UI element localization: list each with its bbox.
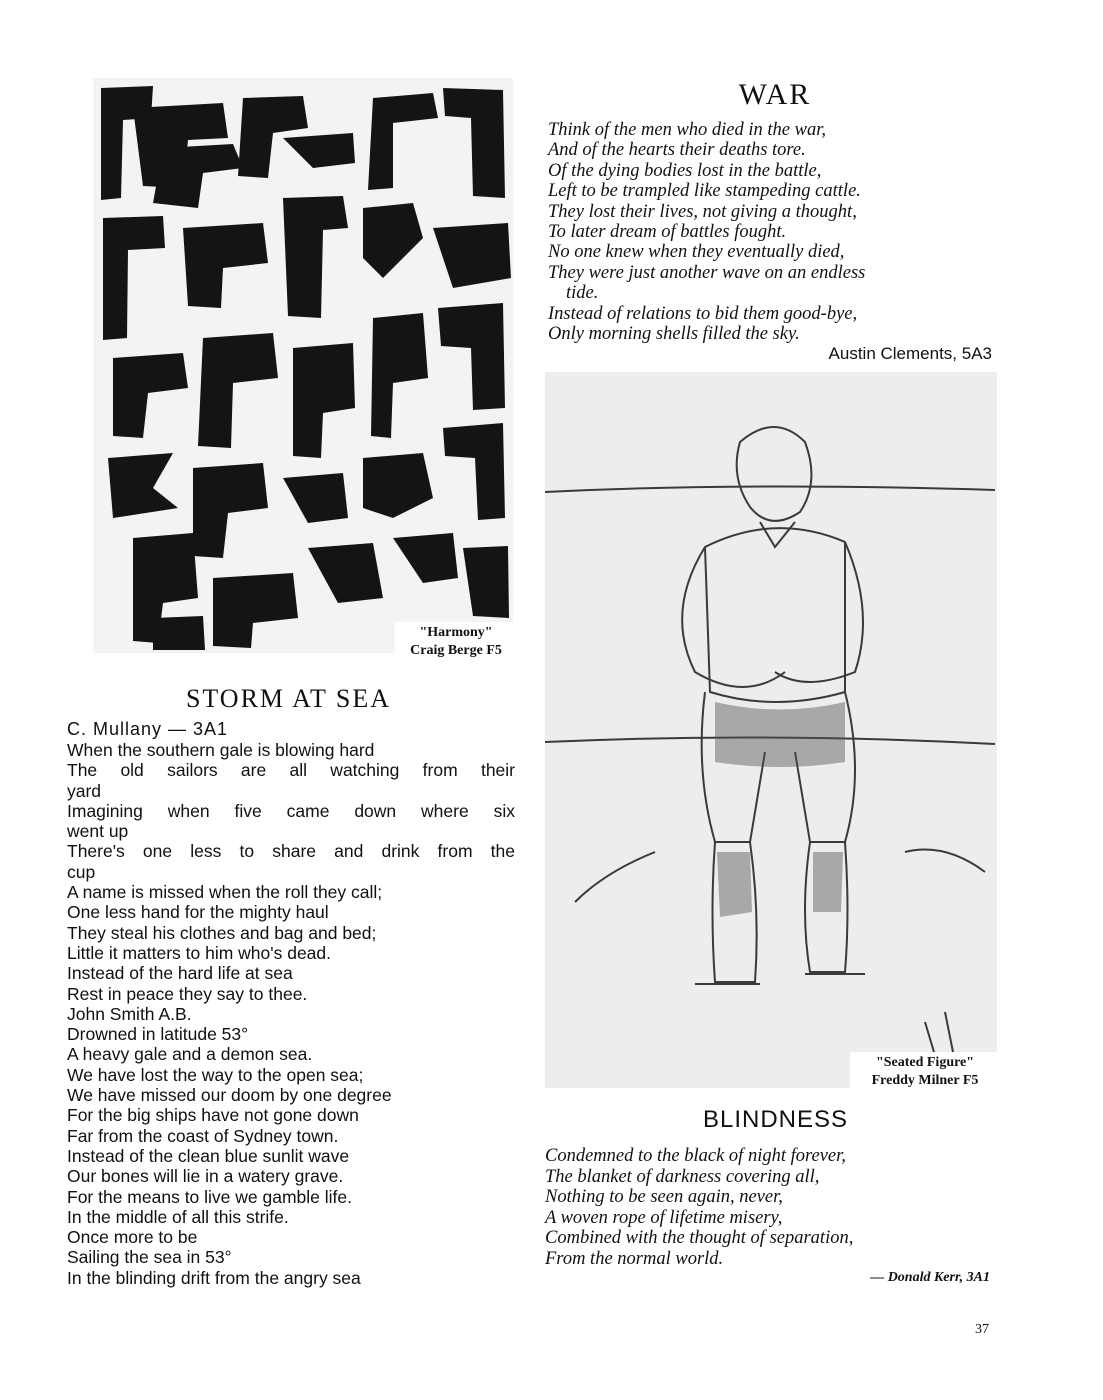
poem-line: Of the dying bodies lost in the battle, (548, 160, 822, 181)
harmony-artwork (93, 78, 513, 653)
poem-line: Little it matters to him who's dead. (67, 942, 332, 963)
war-poem (548, 120, 1000, 344)
poem-line: Far from the coast of Sydney town. (67, 1125, 339, 1146)
storm-poem (67, 740, 515, 1288)
harmony-title: "Harmony" (419, 625, 493, 640)
poem-line: To later dream of battles fought. (548, 222, 787, 243)
poem-line: Imagining when five came down where six (67, 800, 515, 821)
seated-figure-caption (850, 1052, 1000, 1092)
poem-line: Sailing the sea in 53° (67, 1247, 232, 1268)
poem-line: They steal his clothes and bag and bed; (67, 922, 377, 943)
poem-line: In the blinding drift from the angry sea (67, 1267, 361, 1288)
poem-line: Once more to be (67, 1227, 198, 1248)
poem-line: Combined with the thought of separation, (545, 1228, 854, 1249)
poem-line: For the means to live we gamble life. (67, 1186, 352, 1207)
war-author: Austin Clements, 5A3 (828, 344, 992, 363)
storm-author: C. Mullany — 3A1 (67, 719, 229, 739)
poem-line: yard (67, 780, 102, 801)
poem-line: A name is missed when the roll they call; (67, 882, 383, 903)
poem-line: Only morning shells filled the sky. (548, 324, 800, 345)
poem-line: And of the hearts their deaths tore. (548, 140, 806, 161)
seated-figure-artwork (545, 372, 997, 1088)
poem-line: A heavy gale and a demon sea. (67, 1044, 313, 1065)
poem-line: We have missed our doom by one degree (67, 1085, 392, 1106)
poem-line: One less hand for the mighty haul (67, 902, 329, 923)
poem-line: Think of the men who died in the war, (548, 120, 826, 140)
poem-line: cup (67, 861, 96, 882)
poem-line: From the normal world. (545, 1248, 724, 1269)
poem-line: They were just another wave on an endless (548, 262, 866, 283)
poem-line: Instead of the clean blue sunlit wave (67, 1145, 350, 1166)
poem-line: In the middle of all this strife. (67, 1206, 289, 1227)
poem-line: Nothing to be seen again, never, (545, 1187, 783, 1208)
poem-line: When the southern gale is blowing hard (67, 740, 375, 760)
poem-line: A woven rope of lifetime misery, (545, 1207, 783, 1228)
poem-line: Left to be trampled like stampeding cattle. (548, 181, 861, 202)
poem-line: Drowned in latitude 53° (67, 1024, 249, 1045)
poem-line: For the big ships have not gone down (67, 1105, 359, 1126)
poem-line: went up (67, 821, 129, 842)
seated-figure-artist: Freddy Milner F5 (871, 1073, 979, 1088)
poem-line: Condemned to the black of night forever, (545, 1146, 846, 1166)
seated-figure-title: "Seated Figure" (875, 1055, 975, 1070)
harmony-caption (395, 622, 517, 662)
blindness-title: BLINDNESS (702, 1106, 849, 1133)
poem-line: They lost their lives, not giving a thought, (548, 201, 857, 222)
poem-line: tide. (566, 283, 599, 304)
poem-line: The blanket of darkness covering all, (545, 1166, 820, 1187)
poem-line: Rest in peace they say to thee. (67, 983, 308, 1004)
page-number: 37 (975, 1322, 989, 1337)
poem-line: Our bones will lie in a watery grave. (67, 1166, 344, 1187)
poem-line: Instead of the hard life at sea (67, 963, 293, 984)
poem-line: No one knew when they eventually died, (548, 242, 845, 263)
poem-line: Instead of relations to bid them good-bye, (548, 303, 858, 324)
poem-line: The old sailors are all watching from their (67, 760, 515, 781)
blindness-poem (545, 1146, 1005, 1270)
poem-line: We have lost the way to the open sea; (67, 1064, 364, 1085)
poem-line: John Smith A.B. (67, 1003, 192, 1024)
blindness-author: — Donald Kerr, 3A1 (870, 1270, 990, 1285)
storm-title: STORM AT SEA (185, 684, 392, 713)
war-title: WAR (738, 78, 812, 111)
harmony-artist: Craig Berge F5 (410, 643, 502, 658)
poem-line: There's one less to share and drink from the (67, 841, 515, 862)
